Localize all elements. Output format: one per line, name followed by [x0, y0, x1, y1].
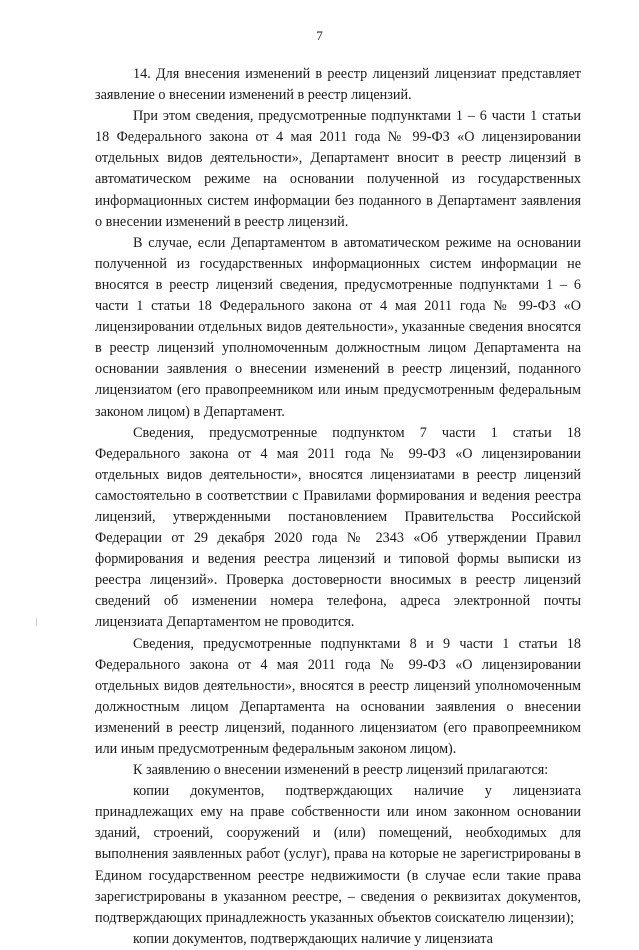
paragraph-attachments-heading: К заявлению о внесении изменений в реестр лицензий прилагаются: [133, 762, 549, 779]
document-body [95, 64, 581, 950]
scan-artifact [36, 618, 37, 626]
paragraph-subitems-8-9: Сведения, предусмотренные подпунктами 8 и 9 части 1 статьи 18 Федерального закона от 4 мая 2011 года № 99-ФЗ «О лицензировании отдельных видов деятельности», вносятся в реестр лицензий уполномоченным должностным лицом Департамента на основании заявления о внесении изменений в реестр лицензий, поданного лицензиатом (его правопреемником или иным предусмотренным федеральным законом лицом). [95, 635, 581, 757]
list-item-property-documents: копии документов, подтверждающих наличие у лицензиата принадлежащих ему на праве собственности или ином законном основании зданий, строений, сооружений и (или) помещений, необходимых для выполнения заявленных работ (услуг), права на которые не зарегистрированы в Едином государственном реестре недвижимости (в случае если такие права зарегистрированы в указанном реестре, – сведения о реквизитах документов, подтверждающих принадлежность указанных объектов соискателю лицензии); [95, 783, 581, 926]
paragraph-14-intro: 14. Для внесения изменений в реестр лицензий лицензиат представляет заявление о внесении изменений в реестр лицензий. [95, 66, 581, 104]
paragraph-manual-entry: В случае, если Департаментом в автоматическом режиме на основании полученной из государственных информационных систем информации не вносятся в реестр лицензий сведения, предусмотренные подпунктами 1 – 6 части 1 статьи 18 Федерального закона от 4 мая 2011 года № 99-ФЗ «О лицензировании отдельных видов деятельности», указанные сведения вносятся в реестр лицензий уполномоченным должностным лицом Департамента на основании заявления о внесении изменений в реестр лицензий, поданного лицензиатом (его правопреемником или иным предусмотренным федеральным законом лицом) в Департамент. [95, 234, 581, 420]
page-number: 7 [316, 28, 323, 43]
paragraph-automatic-entry: При этом сведения, предусмотренные подпунктами 1 – 6 части 1 статьи 18 Федерального закона от 4 мая 2011 года № 99-ФЗ «О лицензировании отдельных видов деятельности», Департамент вносит в реестр лицензий в автоматическом режиме на основании полученной из государственных информационных систем информации без поданного в Департамент заявления о внесении изменений в реестр лицензий. [95, 108, 581, 230]
paragraph-subitem-7: Сведения, предусмотренные подпунктом 7 части 1 статьи 18 Федерального закона от 4 мая 2011 года № 99-ФЗ «О лицензировании отдельных видов деятельности», вносятся лицензиатами в реестр лицензий самостоятельно в соответствии с Правилами формирования и ведения реестра лицензий, утвержденными постановлением Правительства Российской Федерации от 29 декабря 2020 года № 2343 «Об утверждении Правил формирования и ведения реестра лицензий и типовой формы выписки из реестра лицензий». Проверка достоверности вносимых в реестр лицензий сведений об изменении номера телефона, адреса электронной почты лицензиата Департаментом не проводится. [95, 424, 581, 631]
list-item-continued: копии документов, подтверждающих наличие у лицензиата [133, 930, 493, 947]
